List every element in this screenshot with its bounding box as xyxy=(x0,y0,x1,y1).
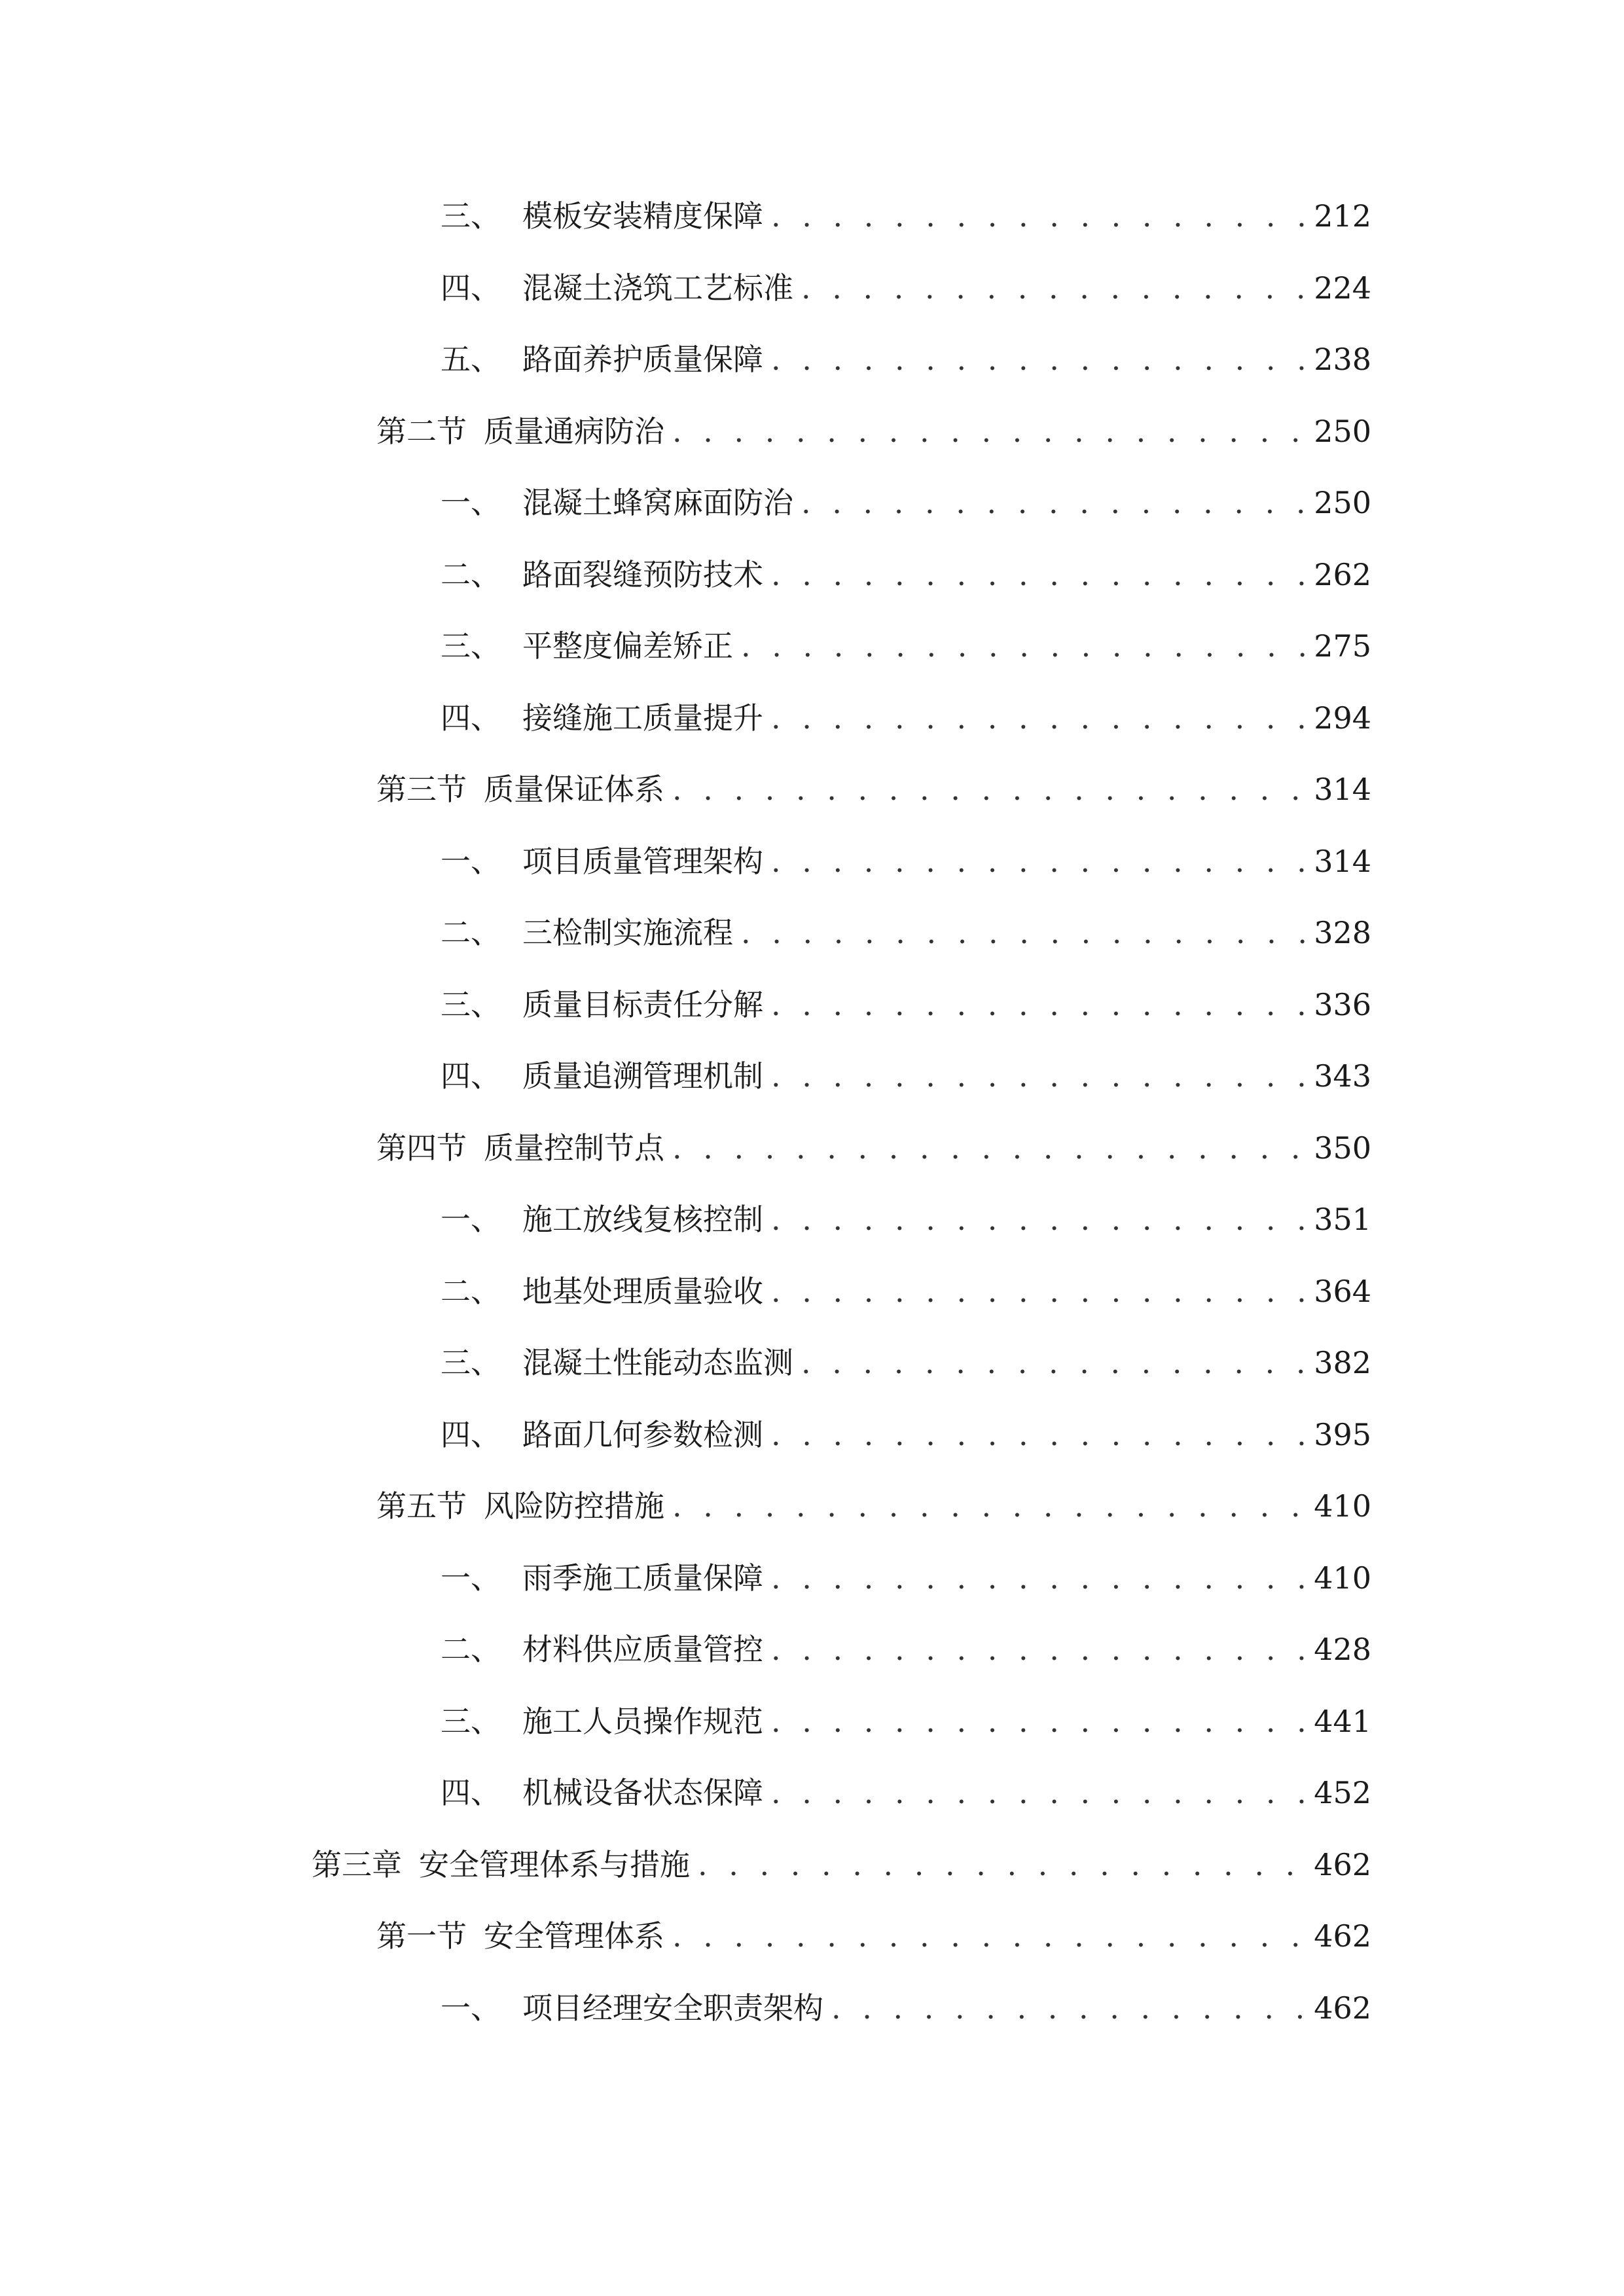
toc-entry-title: 质量通病防治 xyxy=(484,414,664,449)
toc-entry-number: 一、 xyxy=(441,844,501,879)
toc-entry-title: 项目质量管理架构 xyxy=(522,844,763,879)
dot-leader xyxy=(801,1343,1306,1382)
toc-entry-number: 五、 xyxy=(441,342,501,377)
toc-entry-number: 第三节 xyxy=(376,772,467,807)
toc-entry-number: 一、 xyxy=(441,485,501,520)
toc-entry-number: 一、 xyxy=(441,1202,501,1237)
toc-entry-number: 第四节 xyxy=(376,1130,467,1166)
dot-leader xyxy=(672,770,1306,809)
toc-entry-page: 395 xyxy=(1314,1417,1371,1452)
dot-leader xyxy=(741,913,1306,952)
toc-entry-title: 路面几何参数检测 xyxy=(522,1417,763,1452)
toc-entry-number: 第三章 xyxy=(312,1847,402,1882)
toc-entry-page: 350 xyxy=(1314,1130,1371,1166)
toc-entry-title: 三检制实施流程 xyxy=(522,915,733,950)
toc-entry-title: 地基处理质量验收 xyxy=(522,1274,763,1309)
toc-entry-title: 质量控制节点 xyxy=(484,1130,664,1166)
dot-leader xyxy=(672,1486,1306,1526)
toc-entry[interactable] xyxy=(441,1558,1371,1598)
dot-leader xyxy=(771,1773,1306,1812)
toc-entry[interactable] xyxy=(441,268,1371,308)
dot-leader xyxy=(771,842,1306,881)
toc-entry-title: 安全管理体系与措施 xyxy=(419,1847,690,1882)
dot-leader xyxy=(771,1200,1306,1239)
toc-entry[interactable] xyxy=(441,913,1371,952)
toc-entry-number: 一、 xyxy=(441,1990,501,2026)
toc-entry-number: 一、 xyxy=(441,1560,501,1596)
toc-entry-title: 混凝土蜂窝麻面防治 xyxy=(522,485,793,520)
toc-entry-number: 三、 xyxy=(441,198,501,234)
toc-entry-title: 质量保证体系 xyxy=(484,772,664,807)
dot-leader xyxy=(672,1128,1306,1168)
toc-entry-page: 275 xyxy=(1314,628,1371,664)
toc-entry-number: 四、 xyxy=(441,270,501,306)
toc-entry[interactable] xyxy=(441,196,1371,236)
toc-entry-title: 安全管理体系 xyxy=(484,1918,664,1954)
toc-entry-number: 二、 xyxy=(441,1632,501,1667)
toc-entry-number: 二、 xyxy=(441,915,501,950)
dot-leader xyxy=(801,483,1306,522)
toc-entry-page: 250 xyxy=(1314,414,1371,449)
toc-entry-page: 262 xyxy=(1314,557,1371,592)
toc-entry-page: 410 xyxy=(1314,1560,1371,1596)
dot-leader xyxy=(698,1845,1306,1884)
toc-entry-title: 材料供应质量管控 xyxy=(522,1632,763,1667)
toc-entry-page: 328 xyxy=(1314,915,1371,950)
toc-entry[interactable] xyxy=(376,412,1371,451)
toc-entry-title: 项目经理安全职责架构 xyxy=(522,1990,823,2026)
toc-entry-title: 风险防控措施 xyxy=(484,1488,664,1524)
toc-entry-number: 四、 xyxy=(441,1058,501,1094)
dot-leader xyxy=(771,196,1306,236)
dot-leader xyxy=(672,1916,1306,1956)
toc-entry-number: 四、 xyxy=(441,700,501,736)
toc-entry-number: 四、 xyxy=(441,1417,501,1452)
toc-entry-page: 250 xyxy=(1314,485,1371,520)
toc-entry-title: 平整度偏差矫正 xyxy=(522,628,733,664)
toc-entry-title: 施工人员操作规范 xyxy=(522,1704,763,1739)
toc-entry[interactable] xyxy=(441,483,1371,522)
toc-entry[interactable] xyxy=(441,985,1371,1024)
toc-entry-number: 二、 xyxy=(441,557,501,592)
toc-entry-page: 224 xyxy=(1314,270,1371,306)
toc-entry[interactable] xyxy=(441,842,1371,881)
toc-entry[interactable] xyxy=(312,1845,1371,1884)
toc-entry[interactable] xyxy=(441,555,1371,594)
toc-entry-page: 314 xyxy=(1314,772,1371,807)
toc-entry[interactable] xyxy=(441,340,1371,379)
dot-leader xyxy=(771,1272,1306,1311)
toc-entry-page: 212 xyxy=(1314,198,1371,234)
toc-entry[interactable] xyxy=(441,626,1371,666)
toc-entry-title: 雨季施工质量保障 xyxy=(522,1560,763,1596)
toc-entry[interactable] xyxy=(441,1630,1371,1669)
toc-entry-page: 462 xyxy=(1314,1918,1371,1954)
toc-entry-title: 机械设备状态保障 xyxy=(522,1775,763,1810)
dot-leader xyxy=(801,268,1306,308)
toc-entry-number: 三、 xyxy=(441,1704,501,1739)
toc-entry-page: 238 xyxy=(1314,342,1371,377)
dot-leader xyxy=(741,626,1306,666)
dot-leader xyxy=(771,1702,1306,1741)
toc-entry[interactable] xyxy=(376,1128,1371,1168)
toc-entry[interactable] xyxy=(441,1056,1371,1096)
toc-entry-number: 三、 xyxy=(441,1345,501,1380)
toc-entry-page: 410 xyxy=(1314,1488,1371,1524)
dot-leader xyxy=(771,1056,1306,1096)
toc-entry-title: 接缝施工质量提升 xyxy=(522,700,763,736)
toc-entry-number: 第二节 xyxy=(376,414,467,449)
dot-leader xyxy=(771,1630,1306,1669)
toc-entry-number: 四、 xyxy=(441,1775,501,1810)
toc-entry[interactable] xyxy=(441,1343,1371,1382)
toc-entry-page: 343 xyxy=(1314,1058,1371,1094)
toc-entry[interactable] xyxy=(376,770,1371,809)
toc-entry-page: 462 xyxy=(1314,1847,1371,1882)
toc-entry[interactable] xyxy=(441,1272,1371,1311)
toc-entry-page: 364 xyxy=(1314,1274,1371,1309)
toc-entry[interactable] xyxy=(441,1200,1371,1239)
dot-leader xyxy=(771,555,1306,594)
toc-entry-title: 施工放线复核控制 xyxy=(522,1202,763,1237)
toc-entry-title: 混凝土性能动态监测 xyxy=(522,1345,793,1380)
toc-entry-number: 二、 xyxy=(441,1274,501,1309)
toc-entry[interactable] xyxy=(441,698,1371,738)
dot-leader xyxy=(771,1415,1306,1454)
dot-leader xyxy=(831,1988,1306,2028)
toc-entry-number: 三、 xyxy=(441,987,501,1022)
toc-entry-page: 452 xyxy=(1314,1775,1371,1810)
dot-leader xyxy=(771,1558,1306,1598)
dot-leader xyxy=(771,340,1306,379)
toc-entry[interactable] xyxy=(441,1415,1371,1454)
toc-entry-title: 质量追溯管理机制 xyxy=(522,1058,763,1094)
toc-entry[interactable] xyxy=(441,1773,1371,1812)
toc-entry[interactable] xyxy=(441,1988,1371,2028)
toc-entry-page: 441 xyxy=(1314,1704,1371,1739)
dot-leader xyxy=(771,985,1306,1024)
toc-entry-page: 351 xyxy=(1314,1202,1371,1237)
dot-leader xyxy=(771,698,1306,738)
toc-entry-title: 路面养护质量保障 xyxy=(522,342,763,377)
toc-entry-number: 第一节 xyxy=(376,1918,467,1954)
dot-leader xyxy=(672,412,1306,451)
toc-entry-page: 382 xyxy=(1314,1345,1371,1380)
toc-entry[interactable] xyxy=(441,1702,1371,1741)
toc-entry-title: 模板安装精度保障 xyxy=(522,198,763,234)
toc-entry-number: 第五节 xyxy=(376,1488,467,1524)
toc-entry-page: 428 xyxy=(1314,1632,1371,1667)
toc-entry-page: 314 xyxy=(1314,844,1371,879)
toc-entry-title: 混凝土浇筑工艺标准 xyxy=(522,270,793,306)
toc-entry-page: 462 xyxy=(1314,1990,1371,2026)
toc-entry-number: 三、 xyxy=(441,628,501,664)
toc-entry-page: 294 xyxy=(1314,700,1371,736)
toc-entry[interactable] xyxy=(376,1916,1371,1956)
toc-entry[interactable] xyxy=(376,1486,1371,1526)
toc-entry-page: 336 xyxy=(1314,987,1371,1022)
toc-entry-title: 路面裂缝预防技术 xyxy=(522,557,763,592)
toc-entry-title: 质量目标责任分解 xyxy=(522,987,763,1022)
